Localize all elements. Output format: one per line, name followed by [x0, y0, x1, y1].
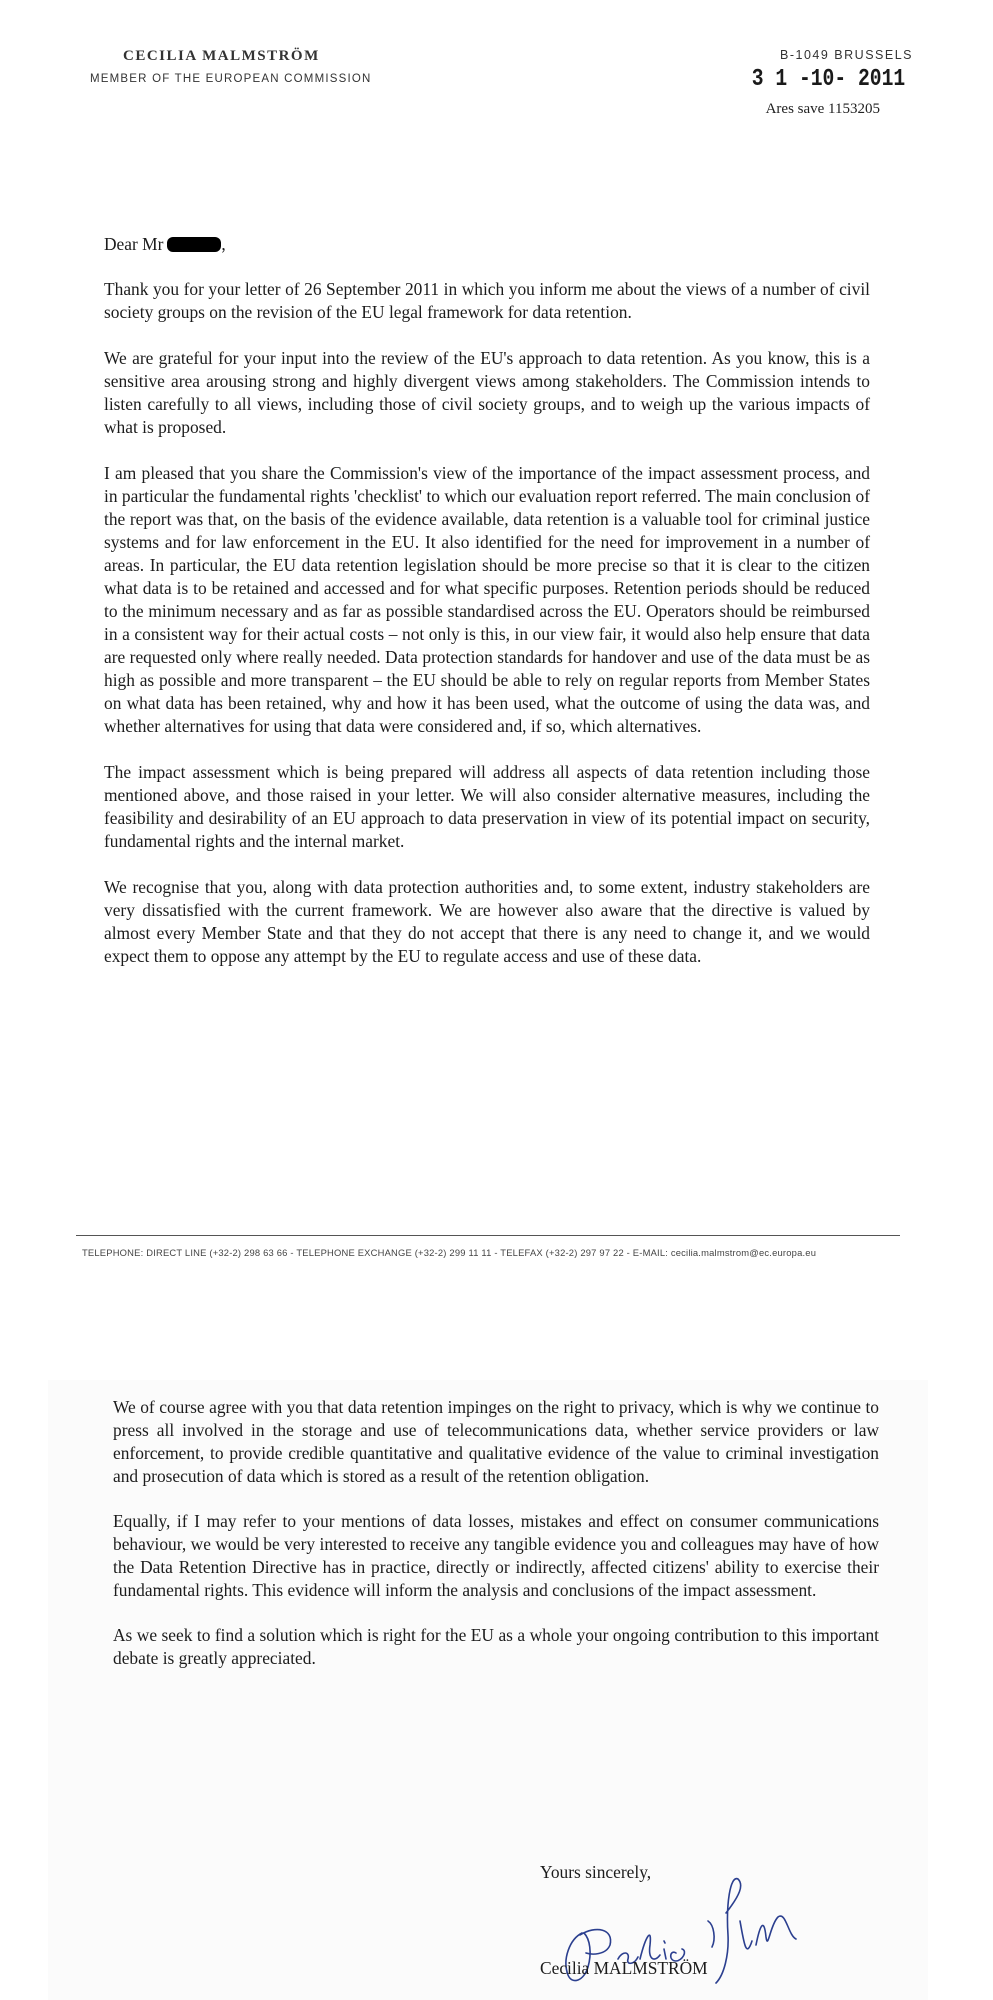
- letter-body-page-1: [104, 233, 870, 991]
- reference-number: Ares save 1153205: [765, 101, 880, 117]
- paragraph: I am pleased that you share the Commission's view of the importance of the impact assessment process, and in particular the fundamental rights 'checklist' to which our evaluation report referred. The main conclusion of the report was that, on the basis of the evidence available, data retention is a valuable tool for criminal justice systems and for law enforcement in the EU. It also identified for the need for improvement in a number of areas. In particular, the EU data retention legislation should be more precise so that it is clear to the citizen what data is to be retained and accessed and for what specific purposes. Retention periods should be reduced to the minimum necessary and as far as possible standardised across the EU. Operators should be reimbursed in a consistent way for their actual costs – not only is this, in our view fair, it would also help ensure that data are requested only where really needed. Data protection standards for handover and use of the data must be as high as possible and more transparent – the EU should be able to rely on regular reports from Member States on what data has been retained, why and how it has been used, what the outcome of using the data was, and whether alternatives for using that data were considered and, if so, which alternatives.: [104, 463, 870, 736]
- sender-name: CECILIA MALMSTRÖM: [123, 48, 320, 64]
- paragraph: We are grateful for your input into the review of the EU's approach to data retention. As you know, this is a sensitive area arousing strong and highly divergent views among stakeholders. The Commission intends to listen carefully to all views, including those of civil society groups, and to weigh up the various impacts of what is proposed.: [104, 348, 870, 437]
- letterhead-address-block: [718, 48, 913, 118]
- paragraph: As we seek to find a solution which is right for the EU as a whole your ongoing contribution to this important debate is greatly appreciated.: [113, 1625, 879, 1668]
- paragraph: The impact assessment which is being prepared will address all aspects of data retention including those mentioned above, and those raised in your letter. We will also consider alternative measures, including the feasibility and desirability of an EU approach to data preservation in view of its potential impact on security, fundamental rights and the internal market.: [104, 762, 870, 851]
- paragraph: We of course agree with you that data retention impinges on the right to privacy, which is why we continue to press all involved in the storage and use of telecommunications data, whether service providers or law enforcement, to provide credible quantitative and qualitative evidence of the value to criminal investigation and prosecution of data which is stored as a result of the retention obligation.: [113, 1397, 879, 1486]
- letterhead-sender: [90, 48, 410, 85]
- salutation-prefix: Dear Mr: [104, 234, 164, 254]
- closing: Yours sincerely,: [540, 1862, 652, 1882]
- redaction-mark: [167, 237, 221, 252]
- signatory-name: Cecilia MALMSTRÖM: [540, 1958, 708, 1978]
- footer-divider: [76, 1235, 900, 1236]
- salutation: [104, 233, 870, 256]
- sender-address: B-1049 BRUSSELS: [780, 48, 913, 62]
- salutation-suffix: ,: [221, 234, 226, 254]
- sender-role: MEMBER OF THE EUROPEAN COMMISSION: [90, 73, 372, 85]
- footer-contact: TELEPHONE: DIRECT LINE (+32-2) 298 63 66 - TELEPHONE EXCHANGE (+32-2) 299 11 11 - TELEFAX (+32-2) 297 97 22 - E-MAIL: cecilia.malmstrom@ec.europa.eu: [82, 1247, 817, 1258]
- paragraph: Thank you for your letter of 26 September 2011 in which you inform me about the views of a number of civil society groups on the revision of the EU legal framework for data retention.: [104, 279, 870, 322]
- letter-body-page-2: [113, 1396, 879, 1692]
- date-stamp: 3 1 -10- 2011: [751, 66, 905, 93]
- paragraph: We recognise that you, along with data protection authorities and, to some extent, industry stakeholders are very dissatisfied with the current framework. We are however also aware that the directive is valued by almost every Member State and that they do not accept that there is any need to change it, and we would expect them to oppose any attempt by the EU to regulate access and use of these data.: [104, 877, 870, 966]
- paragraph: Equally, if I may refer to your mentions of data losses, mistakes and effect on consumer communications behaviour, we would be very interested to receive any tangible evidence you and colleagues may have of how the Data Retention Directive has in practice, directly or indirectly, affected citizens' ability to exercise their fundamental rights. This evidence will inform the analysis and conclusions of the impact assessment.: [113, 1511, 879, 1600]
